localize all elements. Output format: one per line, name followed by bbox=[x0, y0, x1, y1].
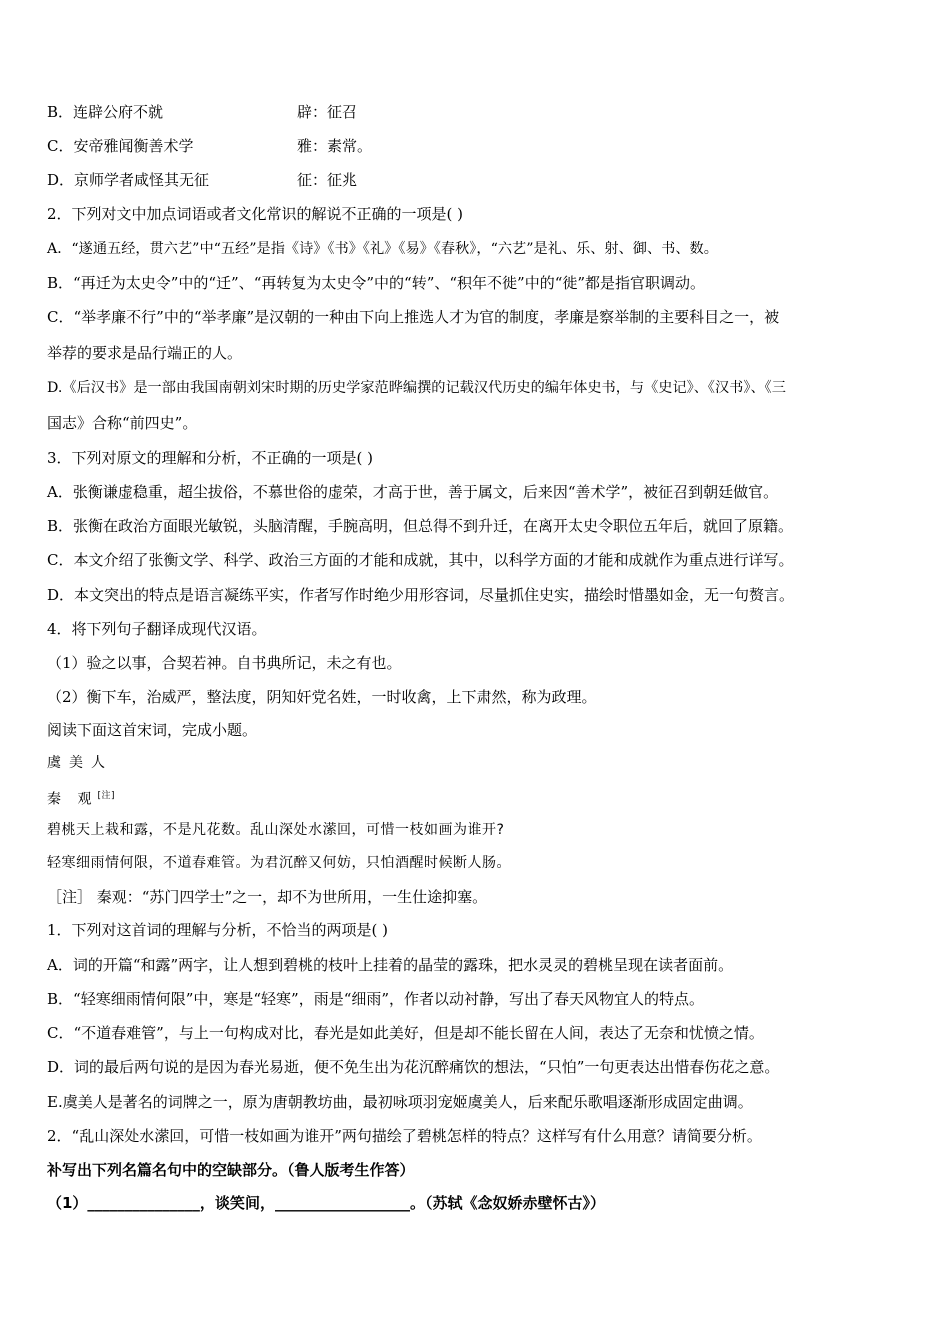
q3-option-b: B．张衡在政治方面眼光敏锐，头脑清醒，手腕高明，但总得不到升迁，在离开太史令职位五年后，就回了原籍。 bbox=[47, 517, 794, 535]
fill-item-1: （1）_______________，谈笑间，__________________。（苏轼《念奴娇赤壁怀古》） bbox=[47, 1194, 605, 1212]
q3-stem: 3．下列对原文的理解和分析，不正确的一项是( ) bbox=[47, 449, 374, 467]
pq1-option-e: E.虞美人是著名的词牌之一，原为唐朝教坊曲，最初咏项羽宠姬虞美人，后来配乐歌唱逐渐形成固定曲调。 bbox=[47, 1093, 753, 1111]
q3-option-c: C．本文介绍了张衡文学、科学、政治三方面的才能和成就，其中，以科学方面的才能和成就作为重点进行详写。 bbox=[47, 551, 794, 569]
q1-option-b: B．连辟公府不就 辟：征召 bbox=[47, 103, 358, 121]
q4-stem: 4．将下列句子翻译成现代汉语。 bbox=[47, 620, 267, 638]
pq1-option-a: A．词的开篇“和露”两字，让人想到碧桃的枝叶上挂着的晶莹的露珠，把水灵灵的碧桃呈现在读者面前。 bbox=[47, 956, 734, 974]
poem-line-1: 碧桃天上栽和露，不是凡花数。乱山深处水潆回，可惜一枝如画为谁开? bbox=[47, 822, 505, 838]
q2-option-d-cont: 国志》合称“前四史”。 bbox=[47, 414, 198, 432]
q2-option-d: D.《后汉书》是一部由我国南朝刘宋时期的历史学家范晔编撰的记载汉代历史的编年体史书，与《史记》、《汉书》、《三 bbox=[47, 380, 786, 396]
poem-author: 秦 观[注] bbox=[47, 791, 115, 808]
q2-option-b: B．“再迁为太史令”中的“迁”、“再转复为太史令”中的“转”、“积年不徙”中的“徙”都是指官职调动。 bbox=[47, 274, 706, 292]
q4-sentence-2: （2）衡下车，治威严，整法度，阴知奸党名姓，一时收禽，上下肃然，称为政理。 bbox=[47, 688, 597, 706]
poem-note: ［注］ 秦观：“苏门四学士”之一，却不为世所用，一生仕途抑塞。 bbox=[47, 888, 488, 906]
pq1-option-b: B．“轻寒细雨情何限”中，寒是“轻寒”，雨是“细雨”，作者以动衬静，写出了春天风物宜人的特点。 bbox=[47, 990, 705, 1008]
q3-option-a: A．张衡谦虚稳重，超尘拔俗，不慕世俗的虚荣，才高于世，善于属文，后来因“善术学”，被征召到朝廷做官。 bbox=[47, 483, 779, 501]
poem-intro: 阅读下面这首宋词，完成小题。 bbox=[47, 721, 258, 739]
pq1-option-d: D．词的最后两句说的是因为春光易逝，便不免生出为花沉醉痛饮的想法，“只怕”一句更表达出惜春伤花之意。 bbox=[47, 1058, 780, 1076]
fill-stem: 补写出下列名篇名句中的空缺部分。（鲁人版考生作答） bbox=[47, 1161, 415, 1179]
q2-option-a: A．“遂通五经，贯六艺”中“五经”是指《诗》《书》《礼》《易》《春秋》，“六艺”是礼、乐、射、御、书、数。 bbox=[47, 241, 718, 257]
poem-title: 虞美人 bbox=[47, 755, 113, 771]
pq1-stem: 1．下列对这首词的理解与分析，不恰当的两项是( ) bbox=[47, 921, 389, 939]
q1-option-c: C．安帝雅闻衡善术学 雅：素常。 bbox=[47, 137, 373, 155]
q4-sentence-1: （1）验之以事，合契若神。自书典所记，未之有也。 bbox=[47, 654, 402, 672]
q3-option-d: D．本文突出的特点是语言凝练平实，作者写作时绝少用形容词，尽量抓住史实，描绘时惜墨如金，无一句赘言。 bbox=[47, 586, 795, 604]
q2-option-c: C．“举孝廉不行”中的“举孝廉”是汉朝的一种由下向上推选人才为官的制度，孝廉是察举制的主要科目之一，被 bbox=[47, 308, 780, 326]
poem-line-2: 轻寒细雨情何限，不道春难管。为君沉醉又何妨，只怕酒醒时候断人肠。 bbox=[47, 855, 511, 871]
q2-option-c-cont: 举荐的要求是品行端正的人。 bbox=[47, 344, 243, 362]
pq2-question: 2．“乱山深处水潆回，可惜一枝如画为谁开”两句描绘了碧桃怎样的特点？这样写有什么用意？请简要分析。 bbox=[47, 1127, 762, 1145]
q1-option-d: D．京师学者咸怪其无征 征：征兆 bbox=[47, 171, 358, 189]
q2-stem: 2．下列对文中加点词语或者文化常识的解说不正确的一项是( ) bbox=[47, 205, 464, 223]
pq1-option-c: C．“不道春难管”，与上一句构成对比，春光是如此美好，但是却不能长留在人间，表达了无奈和忧愤之情。 bbox=[47, 1024, 764, 1042]
